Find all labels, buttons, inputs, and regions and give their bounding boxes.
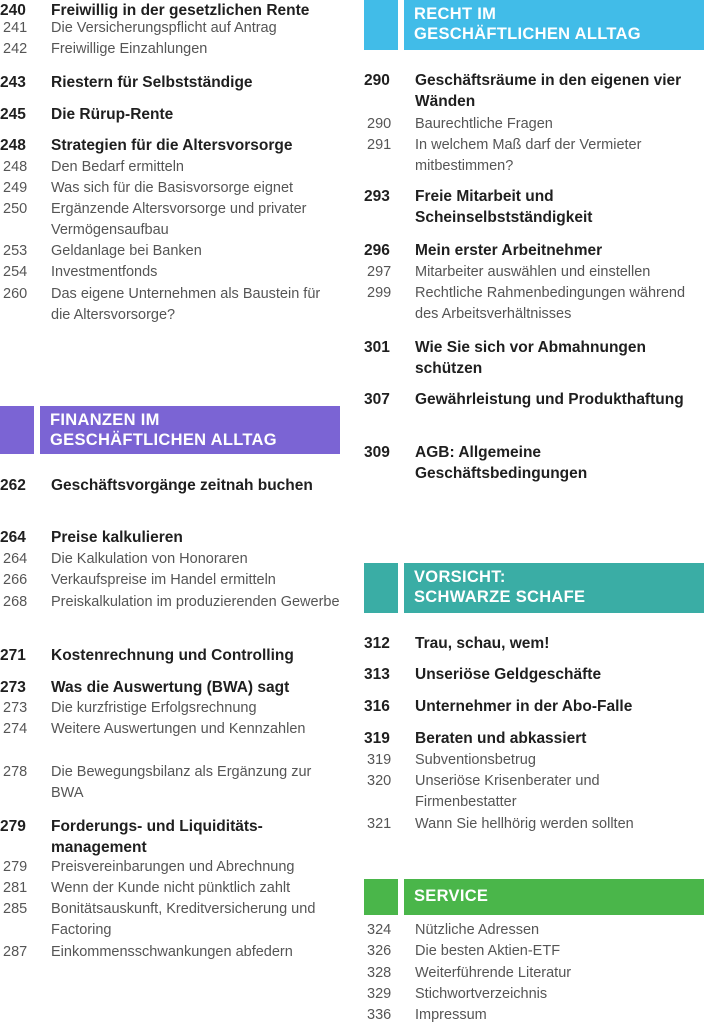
page-number: 250 <box>3 201 28 217</box>
banner-title: VORSICHT: SCHWARZE SCHAFE <box>414 568 586 606</box>
entry-title: Riestern für Selbstständige <box>51 74 253 91</box>
page-number: 279 <box>3 859 28 875</box>
section-banner-finanzen <box>0 406 340 454</box>
section-banner-service <box>364 879 704 915</box>
page-number: 279 <box>0 818 26 835</box>
entry-title: Wie Sie sich vor Abmahnungen schützen <box>415 339 646 377</box>
page-number: 273 <box>0 679 26 696</box>
entry-title: Subventionsbetrug <box>415 752 536 768</box>
page-number: 321 <box>367 816 392 832</box>
entry-title: Wenn der Kunde nicht pünktlich zahlt <box>51 880 291 896</box>
entry-title: Geschäftsvorgänge zeitnah buchen <box>51 477 313 494</box>
entry-title: Weitere Auswertungen und Kennzahlen <box>51 721 306 737</box>
entry-title: Was die Auswertung (BWA) sagt <box>51 679 290 696</box>
section-banner-recht <box>364 0 704 50</box>
banner-title: SERVICE <box>414 887 489 905</box>
page-number: 281 <box>3 880 28 896</box>
section-banner-vorsicht <box>364 563 704 613</box>
page-number: 290 <box>367 116 392 132</box>
page-number: 316 <box>364 698 390 715</box>
page-number: 290 <box>364 72 390 89</box>
page-number: 313 <box>364 666 390 683</box>
page-number: 307 <box>364 391 390 408</box>
entry-title: In welchem Maß darf der Vermieter mitbestimmen? <box>415 137 642 174</box>
page-number: 296 <box>364 242 390 259</box>
page-number: 312 <box>364 635 390 652</box>
page-number: 293 <box>364 188 390 205</box>
entry-title: Einkommensschwankungen abfedern <box>51 944 293 960</box>
page-number: 245 <box>0 106 26 123</box>
page-number: 260 <box>3 286 28 302</box>
entry-title: Mitarbeiter auswählen und einstellen <box>415 264 651 280</box>
entry-title: Weiterführende Literatur <box>415 965 572 981</box>
page-number: 274 <box>3 721 28 737</box>
entry-title: Gewährleistung und Produkthaftung <box>415 391 684 408</box>
page-number: 319 <box>364 730 390 747</box>
page-number: 328 <box>367 965 392 981</box>
page-number: 242 <box>3 41 28 57</box>
banner-box <box>40 406 340 454</box>
entry-title: Freie Mitarbeit und Scheinselbstständigkeit <box>415 188 593 226</box>
page-number: 266 <box>3 572 28 588</box>
entry-title: Nützliche Adressen <box>415 922 540 938</box>
entry-title: Baurechtliche Fragen <box>415 116 553 132</box>
banner-box <box>404 879 704 915</box>
entry-title: Unseriöse Geldgeschäfte <box>415 666 602 683</box>
page-number: 291 <box>367 137 392 153</box>
entry-title: Wann Sie hellhörig werden sollten <box>415 816 634 832</box>
entry-title: Strategien für die Altersvorsorge <box>51 137 293 154</box>
page-number: 241 <box>3 20 28 36</box>
page-number: 249 <box>3 180 28 196</box>
entry-title: Kostenrechnung und Controlling <box>51 647 294 664</box>
entry-title: Preise kalkulieren <box>51 529 183 546</box>
entry-title: Die Rürup-Rente <box>51 106 174 123</box>
page-number: 254 <box>3 264 28 280</box>
page-number: 273 <box>3 700 28 716</box>
entry-title: Die Versicherungspflicht auf Antrag <box>51 20 277 36</box>
entry-title: Investmentfonds <box>51 264 158 280</box>
page-number: 299 <box>367 285 392 301</box>
entry-title: Verkaufspreise im Handel ermitteln <box>51 572 276 588</box>
entry-title: Forderungs- und Liquiditäts-management <box>51 818 263 856</box>
entry-title: AGB: Allgemeine Geschäftsbedingungen <box>415 444 588 482</box>
entry-title: Geschäftsräume in den eigenen vier Wänden <box>415 72 682 110</box>
banner-title: RECHT IM GESCHÄFTLICHEN ALLTAG <box>414 5 641 43</box>
page-number: 248 <box>3 159 28 175</box>
entry-title: Das eigene Unternehmen als Baustein für die Altersvorsorge? <box>51 286 321 323</box>
banner-accent-bar <box>364 0 398 50</box>
entry-title: Trau, schau, wem! <box>415 635 550 652</box>
page-number: 309 <box>364 444 390 461</box>
entry-title: Preisvereinbarungen und Abrechnung <box>51 859 295 875</box>
entry-title: Was sich für die Basisvorsorge eignet <box>51 180 294 196</box>
banner-box <box>404 563 704 613</box>
page-number: 240 <box>0 2 26 19</box>
entry-title: Beraten und abkassiert <box>415 730 587 747</box>
entry-title: Bonitätsauskunft, Kreditversicherung und Factoring <box>51 901 316 938</box>
entry-title: Freiwillige Einzahlungen <box>51 41 208 57</box>
page-number: 297 <box>367 264 392 280</box>
page-number: 264 <box>3 551 28 567</box>
page-number: 264 <box>0 529 26 546</box>
entry-title: Die kurzfristige Erfolgsrechnung <box>51 700 257 716</box>
page-number: 253 <box>3 243 28 259</box>
entry-title: Freiwillig in der gesetzlichen Rente <box>51 2 310 19</box>
page-number: 285 <box>3 901 28 917</box>
page-number: 329 <box>367 986 392 1002</box>
page-number: 268 <box>3 594 28 610</box>
entry-title: Ergänzende Altersvorsorge und privater Vermögensaufbau <box>51 201 307 238</box>
entry-title: Die Bewegungsbilanz als Ergänzung zur BWA <box>51 764 312 801</box>
banner-accent-bar <box>364 879 398 915</box>
page-number: 262 <box>0 477 26 494</box>
entry-title: Unternehmer in der Abo-Falle <box>415 698 633 715</box>
banner-accent-bar <box>0 406 34 454</box>
page-number: 271 <box>0 647 26 664</box>
entry-title: Stichwortverzeichnis <box>415 986 548 1002</box>
page-number: 287 <box>3 944 28 960</box>
page-number: 319 <box>367 752 392 768</box>
entry-title: Die besten Aktien-ETF <box>415 943 561 959</box>
banner-title: FINANZEN IM GESCHÄFTLICHEN ALLTAG <box>50 411 277 449</box>
page-number: 248 <box>0 137 26 154</box>
page-number: 243 <box>0 74 26 91</box>
entry-title: Die Kalkulation von Honoraren <box>51 551 248 567</box>
page-number: 320 <box>367 773 392 789</box>
page-number: 326 <box>367 943 392 959</box>
entry-title: Den Bedarf ermitteln <box>51 159 184 175</box>
entry-title: Geldanlage bei Banken <box>51 243 202 259</box>
banner-accent-bar <box>364 563 398 613</box>
page-number: 336 <box>367 1007 392 1023</box>
entry-title: Impressum <box>415 1007 487 1023</box>
page-number: 301 <box>364 339 390 356</box>
page-number: 278 <box>3 764 28 780</box>
entry-title: Unseriöse Krisenberater und Firmenbestatter <box>415 773 600 810</box>
entry-title: Rechtliche Rahmenbedingungen während des Arbeitsverhältnisses <box>415 285 686 322</box>
entry-title: Preiskalkulation im produzierenden Gewerbe <box>51 594 340 610</box>
banner-box <box>404 0 704 50</box>
entry-title: Mein erster Arbeitnehmer <box>415 242 603 259</box>
page-number: 324 <box>367 922 392 938</box>
